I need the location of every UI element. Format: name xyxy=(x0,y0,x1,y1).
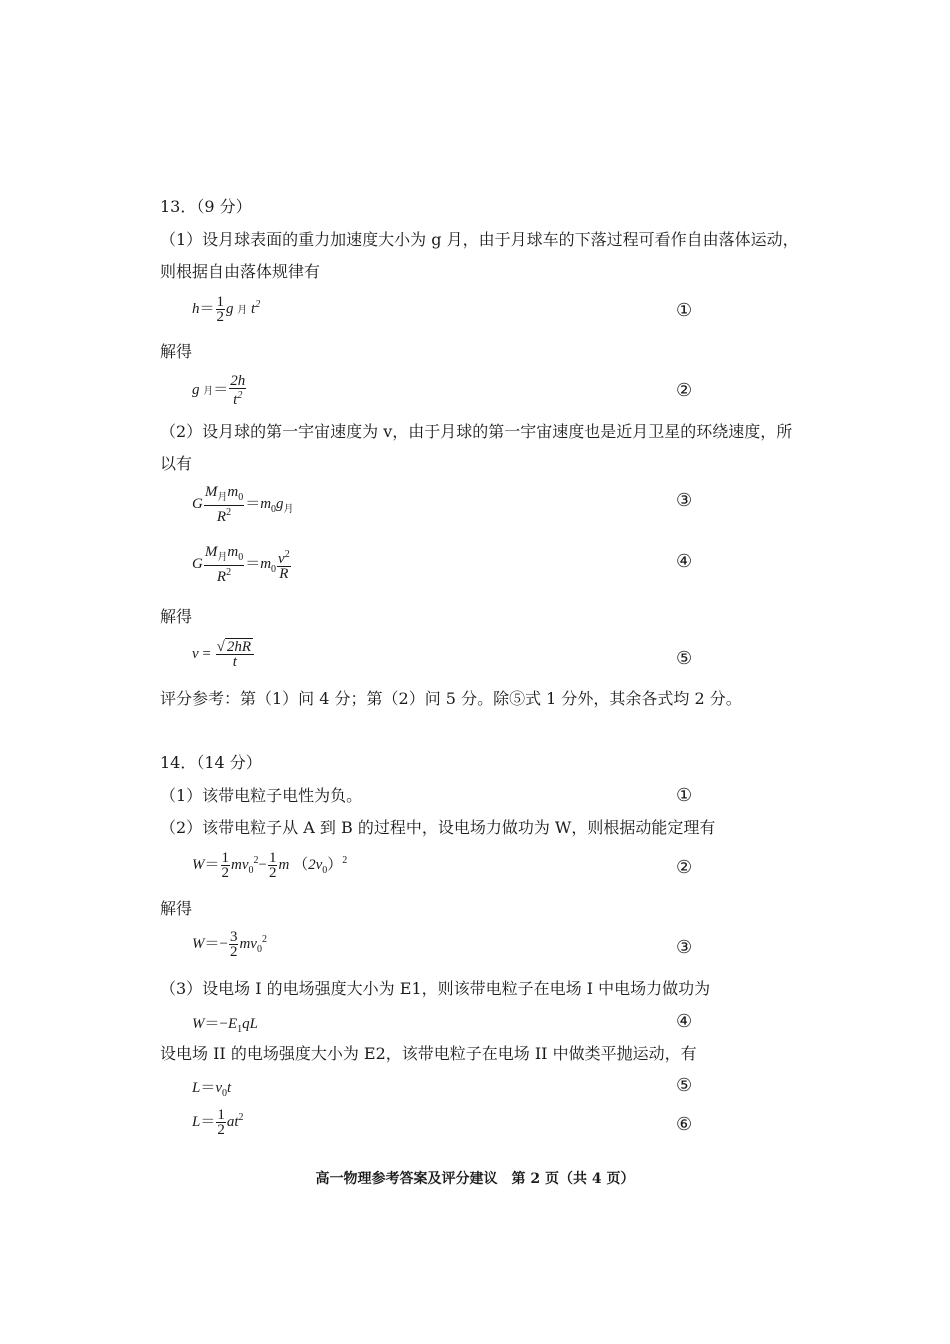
q13-solve2: 解得 xyxy=(160,607,193,626)
equation-14-2: W＝ $\frac{1}{2}$ $mv_0^2-$ $\frac{1}{2}$ m $(2v_0)^2$ xyxy=(192,850,348,881)
equation-14-3: W＝− $\frac{3}{2}$ $mv_0^2$ xyxy=(192,929,267,960)
q14-part2: （2）该带电粒子从 A 到 B 的过程中，设电场力做功为 W，则根据动能定理有 xyxy=(160,818,716,837)
q13-part2-line2: 以有 xyxy=(160,454,193,473)
q14-part3: （3）设电场 I 的电场强度大小为 E1，则该带电粒子在电场 I 中电场力做功为 xyxy=(160,979,711,998)
q13-scoring: 评分参考：第（1）问 4 分；第（2）问 5 分。除⑤式 1 分外，其余各式均 2 分。 xyxy=(160,689,742,708)
mark-13-1: ① xyxy=(676,300,693,321)
mark-13-2: ② xyxy=(676,380,693,401)
q14-title: 14．（14 分） xyxy=(160,753,262,772)
q13-part1-line1: （1）设月球表面的重力加速度大小为 g 月，由于月球车的下落过程可看作自由落体运动， xyxy=(160,230,799,249)
q13-title: 13．（9 分） xyxy=(160,197,252,216)
mark-14-5: ⑤ xyxy=(676,1075,693,1096)
equation-1: h＝ $\frac{1}{2}$ g 月 $t^2$ xyxy=(192,294,261,325)
q13-solve1: 解得 xyxy=(160,342,193,361)
mark-14-3: ③ xyxy=(676,937,693,958)
mark-14-1: ① xyxy=(676,785,693,806)
q13-part2-line1: （2）设月球的第一宇宙速度为 v，由于月球的第一宇宙速度也是近月卫星的环绕速度，所 xyxy=(160,422,793,441)
mark-14-2: ② xyxy=(676,857,693,878)
mark-13-4: ④ xyxy=(676,551,693,572)
page-footer: 高一物理参考答案及评分建议 第 2 页（共 4 页） xyxy=(315,1171,635,1187)
equation-3: G $\frac{M_月m_0}{R^2}$ $=m_0g_月$ xyxy=(192,484,294,525)
mark-14-6: ⑥ xyxy=(676,1114,693,1135)
equation-2: g 月＝ $\frac{2h}{t^2}$ xyxy=(192,373,246,408)
equation-14-4: $W=-E_1qL$ xyxy=(192,1016,258,1035)
mark-14-4: ④ xyxy=(676,1011,693,1032)
q14-part1: （1）该带电粒子电性为负。 xyxy=(160,786,363,805)
mark-13-3: ③ xyxy=(676,490,693,511)
equation-14-6: L＝ $\frac{1}{2}$ $at^2$ xyxy=(192,1107,244,1138)
q14-field2: 设电场 II 的电场强度大小为 E2，该带电粒子在电场 II 中做类平抛运动，有 xyxy=(160,1044,697,1063)
mark-13-5: ⑤ xyxy=(676,648,693,669)
equation-14-5: $L=v_0t$ xyxy=(192,1080,232,1099)
equation-4: G $\frac{M_月m_0}{R^2}$ $=m_0$ $\frac{v^2}{R}$ xyxy=(192,544,290,585)
q13-part1-line2: 则根据自由落体规律有 xyxy=(160,262,321,281)
q14-solve: 解得 xyxy=(160,899,193,918)
equation-5: v = $\frac{√ 2hR}{t}$ xyxy=(192,640,255,669)
